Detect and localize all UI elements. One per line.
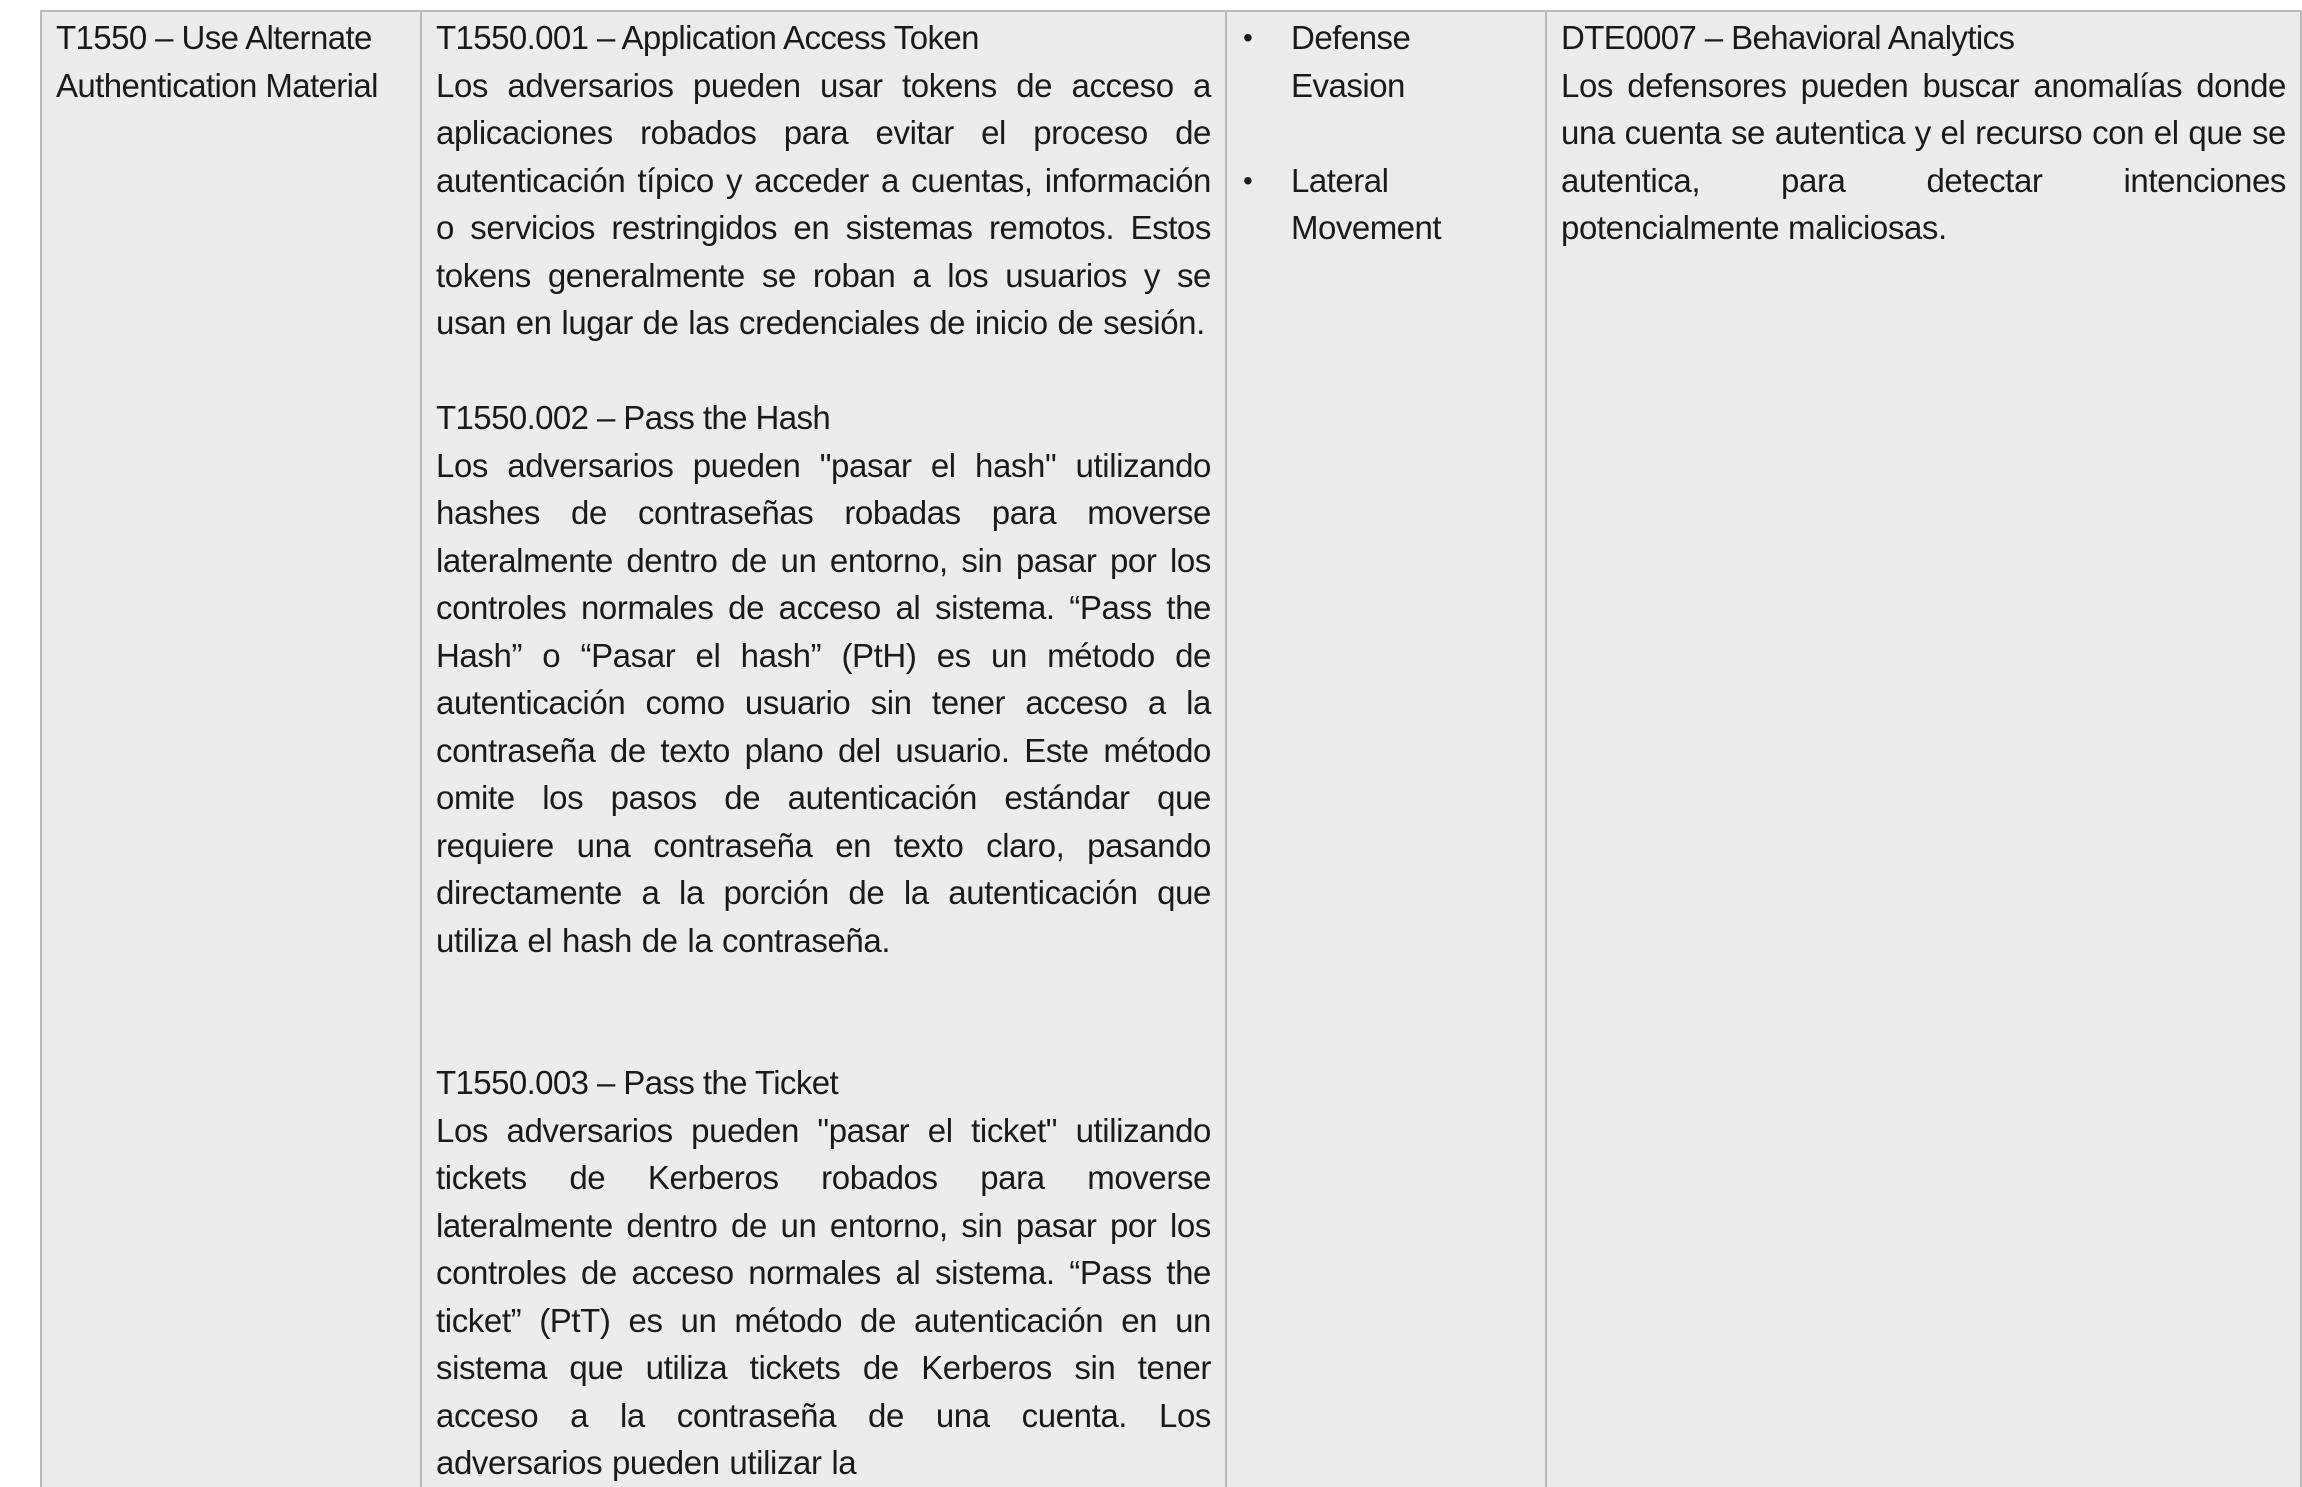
spacer <box>436 347 1211 395</box>
subtechnique-block <box>436 394 1211 964</box>
defense-cell <box>1546 11 2301 1487</box>
subtechniques-cell <box>421 11 1226 1487</box>
subtechnique-title: T1550.003 – Pass the Ticket <box>436 1064 839 1101</box>
defense-description: Los defensores pueden buscar anomalías donde una cuenta se autentica y el recurso con el que se autentica, para detectar intenciones potencialmente maliciosas. <box>1561 66 2286 246</box>
list-item <box>1241 157 1531 252</box>
bullet-icon: • <box>1243 164 1253 196</box>
tactics-cell <box>1226 11 1546 1487</box>
subtechnique-description: Los adversarios pueden "pasar el ticket" utilizando tickets de Kerberos robados para moverse lateralmente dentro de un entorno, sin pasar por los controles de acceso normales al sistema. “Pass the ticket” (PtT) es un método de autenticación en un sistema que utiliza tickets de Kerberos sin tener acceso a la contraseña de una cuenta. Los adversarios pueden utilizar la <box>436 1111 1211 1481</box>
tactic-label: Lateral Movement <box>1291 161 1442 246</box>
tactic-label: Defense Evasion <box>1291 19 1411 104</box>
technique-table <box>40 10 2302 1487</box>
spacer <box>436 964 1211 1059</box>
tactics-list <box>1241 14 1531 252</box>
subtechnique-block <box>436 14 1211 347</box>
technique-cell <box>41 11 421 1487</box>
defense-title: DTE0007 – Behavioral Analytics <box>1561 19 2015 56</box>
subtechnique-description: Los adversarios pueden usar tokens de acceso a aplicaciones robados para evitar el proceso de autenticación típico y acceder a cuentas, información o servicios restringidos en sistemas remotos. Estos tokens generalmente se roban a los usuarios y se usan en lugar de las credenciales de inicio de sesión. <box>436 66 1211 341</box>
subtechnique-title: T1550.002 – Pass the Hash <box>436 399 831 436</box>
bullet-icon: • <box>1243 22 1253 53</box>
subtechnique-description: Los adversarios pueden "pasar el hash" utilizando hashes de contraseñas robadas para moverse lateralmente dentro de un entorno, sin pasar por los controles normales de acceso al sistema. “Pass the Hash” o “Pasar el hash” (PtH) es un método de autenticación como usuario sin tener acceso a la contraseña de texto plano del usuario. Este método omite los pasos de autenticación estándar que requiere una contraseña en texto claro, pasando directamente a la porción de la autenticación que utiliza el hash de la contraseña. <box>436 446 1211 959</box>
subtechnique-title: T1550.001 – Application Access Token <box>436 19 979 56</box>
list-item <box>1241 14 1531 109</box>
technique-title: T1550 – Use Alternate Authentication Material <box>56 19 378 104</box>
subtechnique-block <box>436 1059 1211 1487</box>
table-row <box>41 11 2301 1487</box>
